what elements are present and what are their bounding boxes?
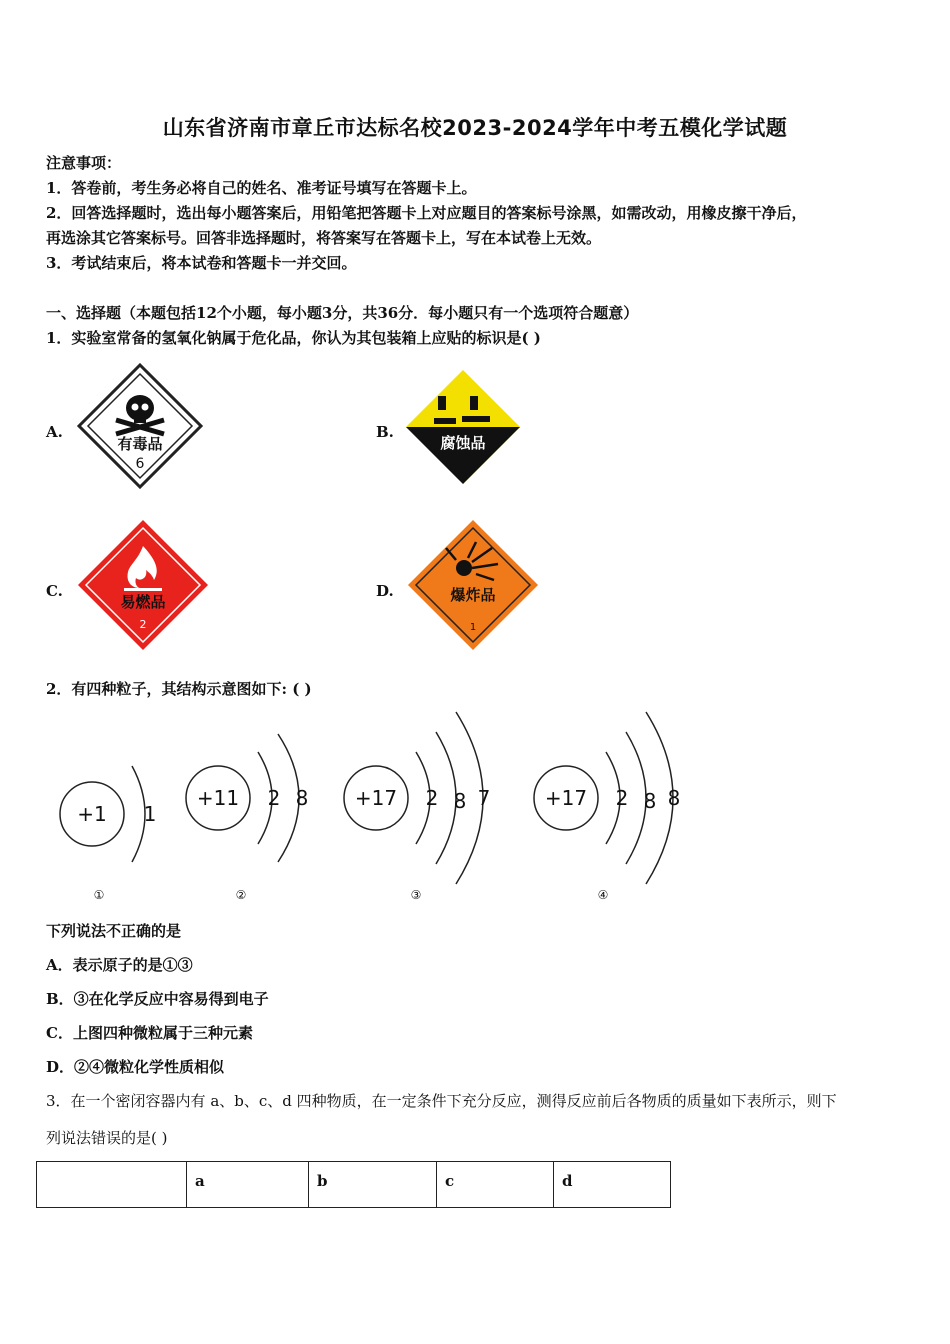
explosive-sign-num: 1 — [469, 622, 477, 633]
q3-stem-line1: 3．在一个密闭容器内有 a、b、c、d 四种物质，在一定条件下充分反应，测得反应前后各物质的质量如下表所示，则下 — [46, 1092, 837, 1110]
q1-stem: 1．实验室常备的氢氧化钠属于危化品，你认为其包装箱上应贴的标识是( ) — [46, 329, 541, 347]
toxic-sign-icon — [76, 362, 204, 490]
shell-1-1: 1 — [143, 802, 157, 826]
corrosive-sign-icon — [404, 368, 522, 486]
table-row — [37, 1162, 671, 1208]
table-header-cell: b — [309, 1162, 437, 1208]
shell-3-3: 7 — [477, 786, 491, 810]
caption-3: ③ — [410, 888, 422, 902]
toxic-sign-text: 有毒品 — [117, 435, 163, 453]
caption-1: ① — [93, 888, 105, 902]
q1-option-d-label: D. — [376, 582, 394, 600]
flammable-sign-num: 2 — [139, 618, 147, 631]
notice-item-2: 2．回答选择题时，选出每小题答案后，用铅笔把答题卡上对应题目的答案标号涂黑，如需改动，用橡皮擦干净后， — [46, 204, 807, 222]
q2-option-c: C．上图四种微粒属于三种元素 — [46, 1024, 253, 1042]
q2-option-d: D．②④微粒化学性质相似 — [46, 1058, 225, 1076]
flammable-sign-icon — [76, 518, 210, 652]
toxic-sign-num: 6 — [135, 456, 145, 472]
explosive-sign-text: 爆炸品 — [450, 586, 496, 604]
shell-4-2: 8 — [643, 789, 657, 813]
nucleus-4-charge: +17 — [544, 786, 588, 810]
shell-4-1: 2 — [615, 786, 629, 810]
corrosive-sign-text: 腐蚀品 — [440, 434, 486, 452]
shell-2-2: 8 — [295, 786, 309, 810]
q3-stem-line2: 列说法错误的是( ) — [46, 1129, 168, 1147]
notice-item-3: 3．考试结束后，将本试卷和答题卡一并交回。 — [46, 254, 357, 272]
shell-3-2: 8 — [453, 789, 467, 813]
q1-option-c-label: C. — [46, 582, 63, 600]
table-header-cell — [37, 1162, 187, 1208]
notice-item-1: 1．答卷前，考生务必将自己的姓名、准考证号填写在答题卡上。 — [46, 179, 477, 197]
q2-stem: 2．有四种粒子，其结构示意图如下: ( ) — [46, 680, 312, 698]
q3-mass-table — [36, 1161, 671, 1208]
page-title: 山东省济南市章丘市达标名校2023-2024学年中考五模化学试题 — [162, 116, 788, 140]
q2-prompt: 下列说法不正确的是 — [46, 922, 182, 940]
shell-3-1: 2 — [425, 786, 439, 810]
table-header-cell: a — [187, 1162, 309, 1208]
section-heading: 一、选择题（本题包括12个小题，每小题3分，共36分．每小题只有一个选项符合题意） — [46, 304, 639, 322]
q2-option-a: A．表示原子的是①③ — [46, 956, 193, 974]
q1-option-a-label: A. — [46, 423, 63, 441]
q1-option-b-label: B. — [376, 423, 394, 441]
table-header-cell: c — [437, 1162, 554, 1208]
q2-option-b: B．③在化学反应中容易得到电子 — [46, 990, 269, 1008]
shell-2-1: 2 — [267, 786, 281, 810]
notice-item-2-cont: 再选涂其它答案标号。回答非选择题时，将答案写在答题卡上，写在本试卷上无效。 — [46, 229, 602, 247]
caption-4: ④ — [597, 888, 609, 902]
flammable-sign-text: 易燃品 — [120, 593, 166, 611]
nucleus-2-charge: +11 — [196, 786, 240, 810]
notice-heading: 注意事项： — [46, 154, 122, 172]
caption-2: ② — [235, 888, 247, 902]
explosive-sign-icon — [406, 518, 540, 652]
shell-4-3: 8 — [667, 786, 681, 810]
atom-structure-diagram — [40, 708, 720, 908]
table-header-cell: d — [554, 1162, 671, 1208]
nucleus-3-charge: +17 — [354, 786, 398, 810]
nucleus-1-charge: +1 — [77, 802, 107, 826]
